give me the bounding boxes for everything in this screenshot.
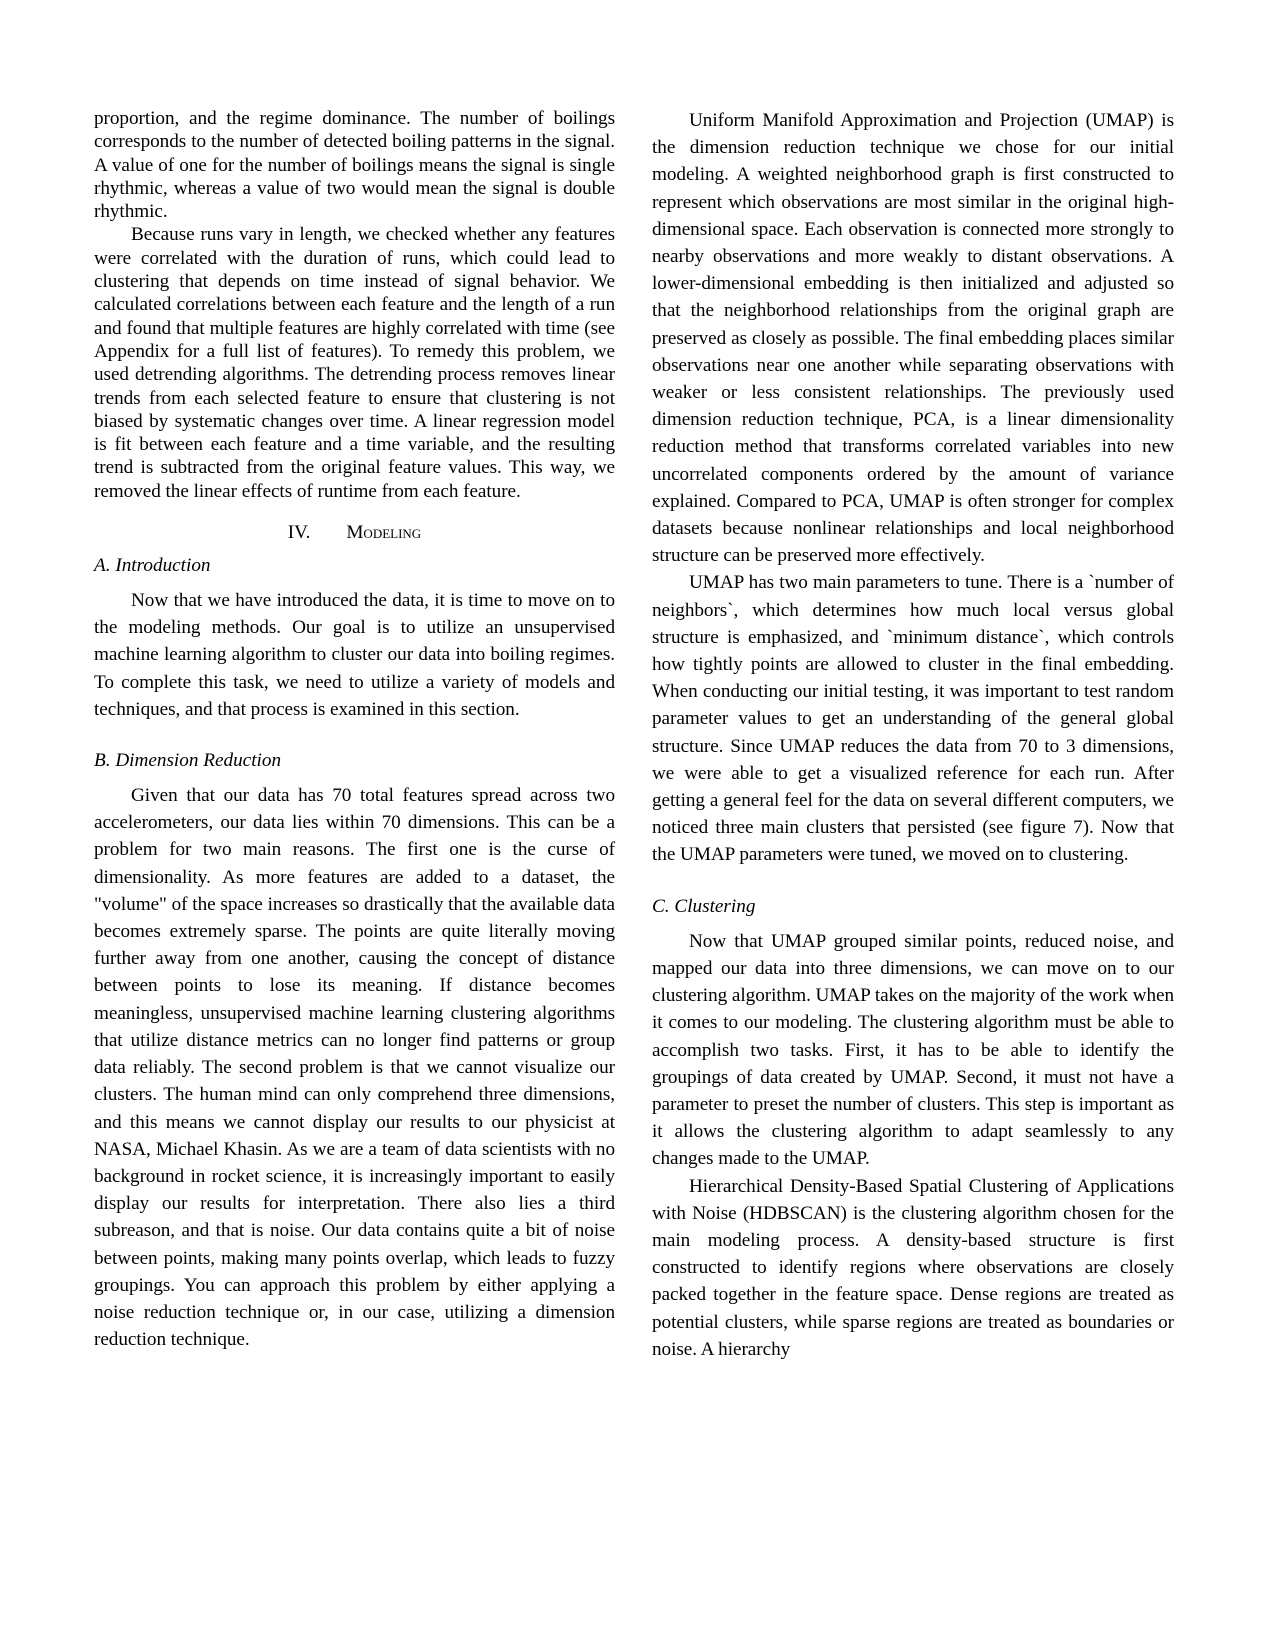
paragraph-boilings-continued: proportion, and the regime dominance. The number of boilings corresponds to the number of detected boiling patterns in the signal. A value of one for the number of boilings means the signal is single rhythmic, whereas a value of two would mean the signal is double rhythmic. — [94, 108, 615, 223]
paragraph-umap: Uniform Manifold Approximation and Projection (UMAP) is the dimension reduction technique we chose for our initial modeling. A weighted neighborhood graph is first constructed to represent which observations are most similar in the original high-dimensional space. Each observation is connected more strongly to nearby observations and more weakly to distant observations. A lower-dimensional embedding is then initialized and adjusted so that the neighborhood relationships from the original graph are preserved as closely as possible. The final embedding places similar observations near one another while separating observations with weaker or less consistent relationships. The previously used dimension reduction technique, PCA, is a linear dimensionality reduction method that transforms correlated variables into new uncorrelated components ordered by the amount of variance explained. Compared to PCA, UMAP is often stronger for complex datasets because nonlinear relationships and local neighborhood structure can be preserved more effectively. — [652, 110, 1174, 567]
left-column — [94, 107, 615, 1353]
paragraph-umap-parameters: UMAP has two main parameters to tune. There is a `number of neighbors`, which determines how much local versus global structure is emphasized, and `minimum distance`, which controls how tightly points are allowed to cluster in the final embedding. When conducting our initial testing, it was important to test random parameter values to get an understanding of the general global structure. Since UMAP reduces the data from 70 to 3 dimensions, we were able to get a visualized reference for each run. After getting a general feel for the data on several different computers, we noticed three main clusters that persisted (see figure 7). Now that the UMAP parameters were tuned, we moved on to clustering. — [652, 572, 1174, 866]
subsection-title-introduction: A. Introduction — [94, 555, 211, 577]
paragraph-clustering: Now that UMAP grouped similar points, reduced noise, and mapped our data into three dimensions, we can move on to our clustering algorithm. UMAP takes on the majority of the work when it comes to our modeling. The clustering algorithm must be able to accomplish two tasks. First, it has to be able to identify the groupings of data created by UMAP. Second, it must not have a parameter to preset the number of clusters. This step is important as it allows the clustering algorithm to adapt seamlessly to any changes made to the UMAP. — [652, 930, 1174, 1170]
paragraph-introduction: Now that we have introduced the data, it is time to move on to the modeling methods. Our goal is to utilize an unsupervised machine learning algorithm to cluster our data into boiling regimes. To complete this task, we need to utilize a variety of models and techniques, and that process is examined in this section. — [94, 590, 615, 720]
paragraph-dimension-reduction: Given that our data has 70 total features spread across two accelerometers, our data lies within 70 dimensions. This can be a problem for two main reasons. The first one is the curse of dimensionality. As more features are added to a dataset, the "volume" of the space increases so drastically that the available data becomes extremely sparse. The points are quite literally moving further away from one another, causing the concept of distance between points to lose its meaning. If distance becomes meaningless, unsupervised machine learning clustering algorithms that utilize distance metrics can no longer find patterns or group data reliably. The second problem is that we cannot visualize our clusters. The human mind can only comprehend three dimensions, and this means we cannot display our results to our physicist at NASA, Michael Khasin. As we are a team of data scientists with no background in rocket science, it is increasingly important to easily display our results for interpretation. There also lies a third subreason, and that is noise. Our data contains quite a bit of noise between points, making many points overlap, which leads to fuzzy groupings. You can approach this problem by either applying a noise reduction technique or, in our case, utilizing a dimension reduction technique. — [94, 785, 615, 1351]
section-heading-modeling — [94, 519, 615, 546]
paragraph-hdbscan: Hierarchical Density-Based Spatial Clustering of Applications with Noise (HDBSCAN) is the clustering algorithm chosen for the main modeling process. A density-based structure is first constructed to identify regions where observations are closely packed together in the feature space. Dense regions are treated as potential clusters, while sparse regions are treated as boundaries or noise. A hierarchy — [652, 1175, 1174, 1360]
right-column — [652, 107, 1174, 1363]
section-number: IV. — [287, 522, 311, 544]
subsection-title-clustering: C. Clustering — [652, 895, 756, 917]
section-title: Modeling — [346, 522, 422, 544]
subsection-title-dimension-reduction: B. Dimension Reduction — [94, 750, 282, 772]
paragraph-detrending: Because runs vary in length, we checked whether any features were correlated with the duration of runs, which could lead to clustering that depends on time instead of signal behavior. We calculated correlations between each feature and the length of a run and found that multiple features are highly correlated with time (see Appendix for a full list of features). To remedy this problem, we used detrending algorithms. The detrending process removes linear trends from each selected feature to ensure that clustering is not biased by systematic changes over time. A linear regression model is fit between each feature and a time variable, and the resulting trend is subtracted from the original feature values. This way, we removed the linear effects of runtime from each feature. — [94, 224, 615, 502]
